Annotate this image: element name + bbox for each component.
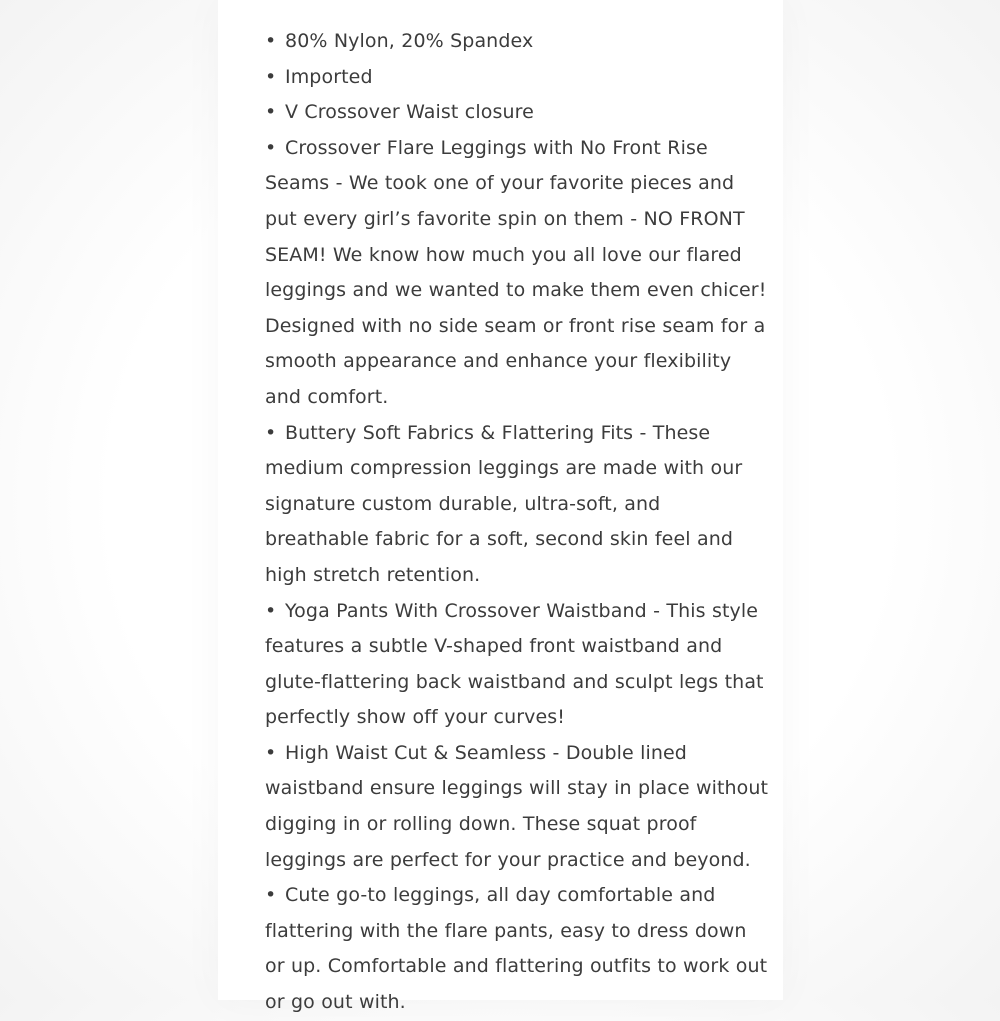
product-feature-list <box>265 24 770 1021</box>
feature-text: Cute go-to leggings, all day comfortable and flattering with the flare pants, easy to dress down or up. Comfortable and flattering outfits to work out or go out with. <box>265 884 768 1014</box>
list-item <box>265 736 770 878</box>
list-item <box>265 24 770 60</box>
bullet-icon: • <box>265 101 277 124</box>
list-item <box>265 594 770 736</box>
feature-text: High Waist Cut & Seamless - Double lined waistband ensure leggings will stay in place without digging in or rolling down. These squat proof leggings are perfect for your practice and beyond. <box>265 741 769 871</box>
bullet-icon: • <box>265 30 277 52</box>
feature-text: Imported <box>285 65 373 88</box>
bullet-icon: • <box>265 65 277 88</box>
feature-text: Yoga Pants With Crossover Waistband - This style features a subtle V-shaped front waistband and glute-flattering back waistband and sculpt legs that perfectly show off your curves! <box>265 599 764 729</box>
feature-text: Buttery Soft Fabrics & Flattering Fits - These medium compression leggings are made with our signature custom durable, ultra-soft, and breathable fabric for a soft, second skin feel and high stretch retention. <box>265 421 743 586</box>
feature-text: Crossover Flare Leggings with No Front Rise Seams - We took one of your favorite pieces and put every girl’s favorite spin on them - NO FRONT SEAM! We know how much you all love our flared leggings and we wanted to make them even chicer! Designed with no side seam or front rise seam for a smooth appearance and enhance your flexibility and comfort. <box>265 136 767 408</box>
list-item <box>265 60 770 96</box>
feature-text: V Crossover Waist closure <box>285 101 534 124</box>
list-item <box>265 95 770 131</box>
bullet-icon: • <box>265 741 277 764</box>
bullet-icon: • <box>265 884 277 907</box>
bullet-icon: • <box>265 136 277 159</box>
feature-text: 80% Nylon, 20% Spandex <box>285 30 534 52</box>
bullet-icon: • <box>265 599 277 622</box>
list-item <box>265 878 770 1020</box>
list-item <box>265 416 770 594</box>
list-item <box>265 131 770 416</box>
bullet-icon: • <box>265 421 277 444</box>
